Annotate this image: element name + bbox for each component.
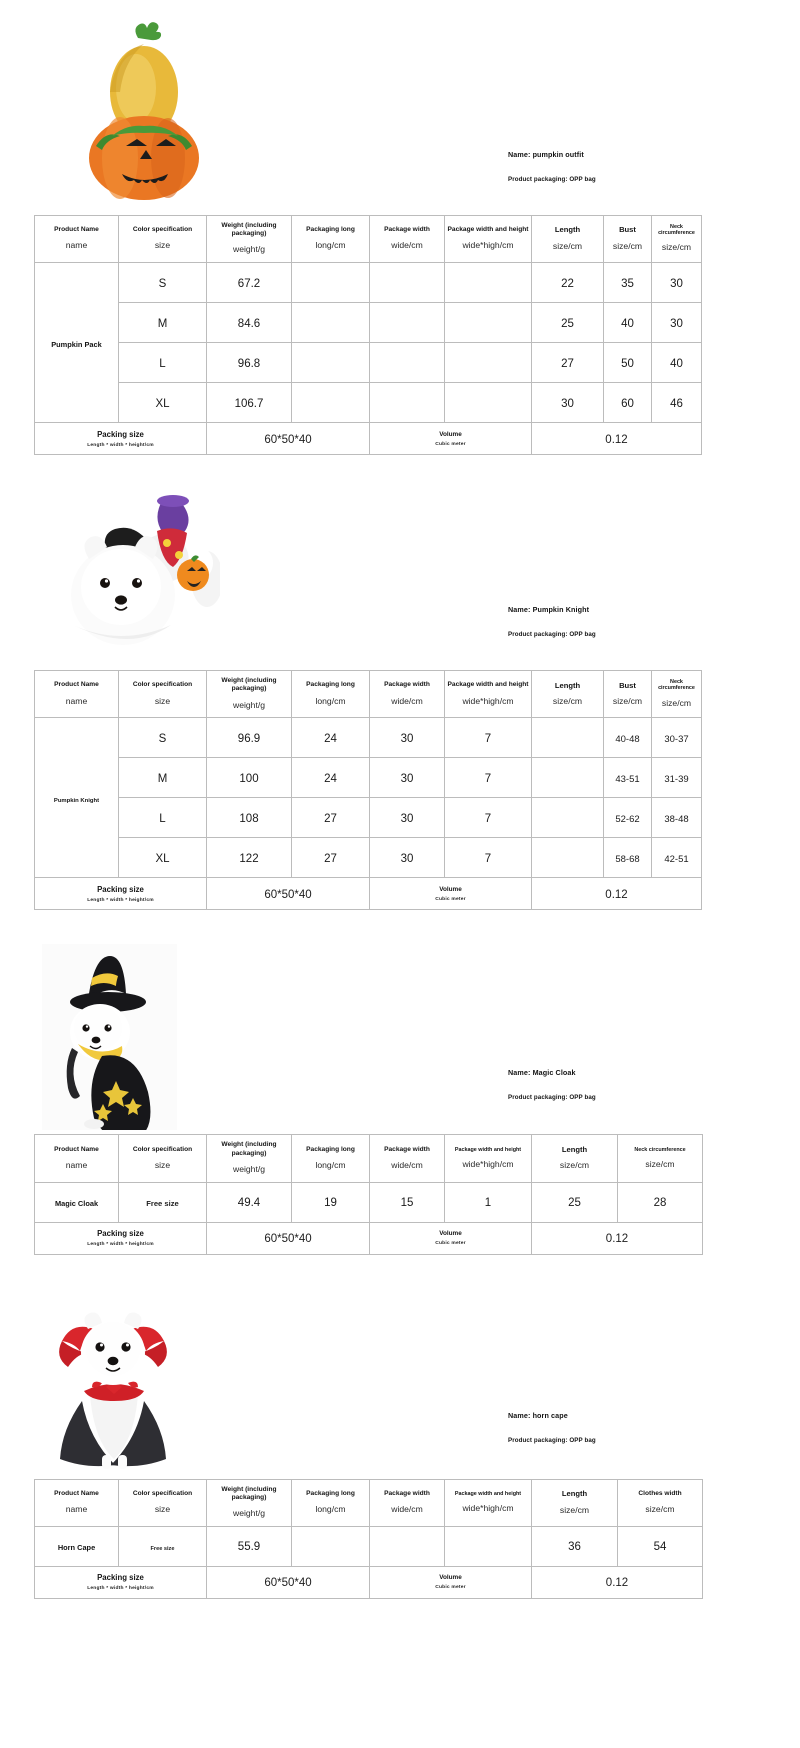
- cell-neck: 38-48: [652, 798, 702, 838]
- th-clothes-width: Clothes width size/cm: [618, 1479, 703, 1526]
- cell-size: M: [119, 758, 207, 798]
- th-bust: Bust size/cm: [604, 671, 652, 718]
- th-color-specification: Color specification size: [119, 1135, 207, 1182]
- product-packaging-caption: Product packaging: OPP bag: [508, 631, 596, 639]
- cell-neck: 30: [652, 263, 702, 303]
- th-package-width: Package width wide/cm: [370, 1479, 445, 1526]
- photo-band: [0, 0, 800, 215]
- cell-weight: 96.8: [207, 343, 292, 383]
- cell-bust: 52-62: [604, 798, 652, 838]
- product-photo-pumpkin-knight: [55, 483, 220, 663]
- product-packaging-caption: Product packaging: OPP bag: [508, 1436, 596, 1444]
- cell-packaging-long: [292, 383, 370, 423]
- table-row: [35, 383, 702, 423]
- cell-length: [532, 798, 604, 838]
- table-footer-row: [35, 1222, 703, 1254]
- cell-bust: 50: [604, 343, 652, 383]
- cell-packing-size-label: Packing size Length * width * height/cm: [35, 1566, 207, 1598]
- cell-package-width: 15: [370, 1182, 445, 1222]
- cell-volume-label: Volume Cubic meter: [370, 1222, 532, 1254]
- cell-package-width: 30: [370, 798, 445, 838]
- th-weight: Weight (including packaging) weight/g: [207, 1135, 292, 1182]
- cell-weight: 122: [207, 838, 292, 878]
- cell-weight: 84.6: [207, 303, 292, 343]
- cell-weight: 100: [207, 758, 292, 798]
- cell-length: 25: [532, 303, 604, 343]
- product-section-magic-cloak: [0, 938, 800, 1254]
- cell-bust: 43-51: [604, 758, 652, 798]
- cell-packing-size-value: 60*50*40: [207, 423, 370, 455]
- cell-packaging-long: [292, 263, 370, 303]
- cell-product-label: Magic Cloak: [35, 1182, 119, 1222]
- cell-package-width-height: [445, 383, 532, 423]
- cell-volume-value: 0.12: [532, 1222, 703, 1254]
- magic-cloak-illustration: [42, 944, 177, 1130]
- cell-packing-size-value: 60*50*40: [207, 1222, 370, 1254]
- th-weight: Weight (including packaging) weight/g: [207, 1479, 292, 1526]
- spec-table-pumpkin-outfit: [34, 215, 702, 455]
- captions-pumpkin-knight: [508, 605, 596, 638]
- cell-size: Free size: [119, 1526, 207, 1566]
- product-name-caption: Name: horn cape: [508, 1410, 568, 1420]
- cell-weight: 55.9: [207, 1526, 292, 1566]
- cell-packing-size-value: 60*50*40: [207, 878, 370, 910]
- captions-magic-cloak: [508, 1068, 596, 1101]
- cell-packaging-long: 27: [292, 838, 370, 878]
- table-row: [35, 343, 702, 383]
- table-header-row: [35, 1135, 703, 1182]
- cell-size: Free size: [119, 1182, 207, 1222]
- product-photo-horn-cape: [40, 1291, 190, 1471]
- th-product-name: Product Name name: [35, 1135, 119, 1182]
- horn-cape-illustration: [40, 1291, 190, 1471]
- cell-package-width: [370, 1526, 445, 1566]
- cell-length: 25: [532, 1182, 618, 1222]
- cell-package-width-height: [445, 1526, 532, 1566]
- cell-size: XL: [119, 383, 207, 423]
- cell-length: [532, 838, 604, 878]
- cell-package-width: [370, 303, 445, 343]
- table-row: [35, 263, 702, 303]
- th-packaging-long: Packaging long long/cm: [292, 216, 370, 263]
- cell-neck: 42-51: [652, 838, 702, 878]
- product-name-caption: Name: pumpkin outfit: [508, 150, 584, 159]
- cell-length: [532, 758, 604, 798]
- th-product-name: Product Name name: [35, 216, 119, 263]
- th-package-width: Package width wide/cm: [370, 216, 445, 263]
- cell-package-width: 30: [370, 718, 445, 758]
- product-section-pumpkin-outfit: [0, 0, 800, 455]
- cell-packaging-long: 27: [292, 798, 370, 838]
- cell-volume-label: Volume Cubic meter: [370, 1566, 532, 1598]
- cell-size: M: [119, 303, 207, 343]
- cell-bust: 60: [604, 383, 652, 423]
- cell-package-width-height: 7: [445, 798, 532, 838]
- th-neck-circumference: Neck circumference size/cm: [618, 1135, 703, 1182]
- cell-package-width: [370, 263, 445, 303]
- product-name-caption: Name: Magic Cloak: [508, 1068, 576, 1078]
- th-packaging-long: Packaging long long/cm: [292, 1479, 370, 1526]
- th-length: Length size/cm: [532, 1479, 618, 1526]
- cell-bust: 35: [604, 263, 652, 303]
- th-package-width-height: Package width and height wide*high/cm: [445, 1135, 532, 1182]
- cell-packaging-long: 24: [292, 718, 370, 758]
- cell-package-width: [370, 343, 445, 383]
- cell-weight: 108: [207, 798, 292, 838]
- cell-length: 22: [532, 263, 604, 303]
- product-section-horn-cape: [0, 1283, 800, 1599]
- cell-weight: 49.4: [207, 1182, 292, 1222]
- table-footer-row: [35, 423, 702, 455]
- cell-length: 36: [532, 1526, 618, 1566]
- table-footer-row: [35, 878, 702, 910]
- cell-volume-label: Volume Cubic meter: [370, 878, 532, 910]
- table-header-row: [35, 216, 702, 263]
- table-header-row: [35, 1479, 703, 1526]
- cell-size: XL: [119, 838, 207, 878]
- th-package-width: Package width wide/cm: [370, 1135, 445, 1182]
- captions-horn-cape: [508, 1411, 596, 1444]
- cell-packaging-long: 24: [292, 758, 370, 798]
- cell-packaging-long: [292, 343, 370, 383]
- product-name-caption: Name: Pumpkin Knight: [508, 605, 590, 615]
- cell-neck: 31-39: [652, 758, 702, 798]
- cell-volume-value: 0.12: [532, 878, 702, 910]
- th-color-specification: Color specification size: [119, 1479, 207, 1526]
- cell-neck: 46: [652, 383, 702, 423]
- spec-table-pumpkin-knight: [34, 670, 702, 910]
- th-product-name: Product Name name: [35, 671, 119, 718]
- cell-packaging-long: [292, 303, 370, 343]
- product-photo-pumpkin-outfit: [82, 18, 207, 203]
- cell-volume-value: 0.12: [532, 1566, 703, 1598]
- cell-length: 27: [532, 343, 604, 383]
- cell-neck: 30-37: [652, 718, 702, 758]
- cell-package-width-height: 7: [445, 838, 532, 878]
- cell-length: [532, 718, 604, 758]
- cell-packing-size-label: Packing size Length * width * height/cm: [35, 878, 207, 910]
- cell-package-width: 30: [370, 758, 445, 798]
- cell-neck: 40: [652, 343, 702, 383]
- photo-band: [0, 938, 800, 1134]
- cell-volume-value: 0.12: [532, 423, 702, 455]
- cell-volume-label: Volume Cubic meter: [370, 423, 532, 455]
- th-length: Length size/cm: [532, 216, 604, 263]
- th-color-specification: Color specification size: [119, 671, 207, 718]
- cell-package-width-height: 1: [445, 1182, 532, 1222]
- th-package-width-height: Package width and height wide*high/cm: [445, 1479, 532, 1526]
- cell-packing-size-label: Packing size Length * width * height/cm: [35, 1222, 207, 1254]
- table-row: [35, 1526, 703, 1566]
- photo-band: [0, 475, 800, 670]
- table-row: [35, 838, 702, 878]
- cell-package-width-height: 7: [445, 718, 532, 758]
- cell-bust: 40-48: [604, 718, 652, 758]
- cell-packaging-long: [292, 1526, 370, 1566]
- th-neck-circumference: Neck circumference size/cm: [652, 216, 702, 263]
- photo-band: [0, 1283, 800, 1479]
- product-packaging-caption: Product packaging: OPP bag: [508, 1094, 596, 1102]
- th-color-specification: Color specification size: [119, 216, 207, 263]
- product-photo-magic-cloak: [42, 944, 177, 1130]
- th-package-width-height: Package width and height wide*high/cm: [445, 216, 532, 263]
- table-row: [35, 758, 702, 798]
- cell-neck: 28: [618, 1182, 703, 1222]
- table-row: [35, 798, 702, 838]
- cell-package-width-height: [445, 303, 532, 343]
- th-packaging-long: Packaging long long/cm: [292, 1135, 370, 1182]
- cell-size: S: [119, 263, 207, 303]
- cell-packing-size-value: 60*50*40: [207, 1566, 370, 1598]
- cell-size: L: [119, 343, 207, 383]
- cell-packaging-long: 19: [292, 1182, 370, 1222]
- cell-package-width: 30: [370, 838, 445, 878]
- cell-weight: 106.7: [207, 383, 292, 423]
- cell-length: 30: [532, 383, 604, 423]
- th-package-width-height: Package width and height wide*high/cm: [445, 671, 532, 718]
- product-section-pumpkin-knight: [0, 475, 800, 910]
- cell-packing-size-label: Packing size Length * width * height/cm: [35, 423, 207, 455]
- th-length: Length size/cm: [532, 1135, 618, 1182]
- pumpkin-knight-illustration: [55, 483, 220, 663]
- cell-bust: 40: [604, 303, 652, 343]
- th-bust: Bust size/cm: [604, 216, 652, 263]
- table-header-row: [35, 671, 702, 718]
- th-weight: Weight (including packaging) weight/g: [207, 671, 292, 718]
- th-product-name: Product Name name: [35, 1479, 119, 1526]
- product-packaging-caption: Product packaging: OPP bag: [508, 176, 596, 183]
- cell-weight: 96.9: [207, 718, 292, 758]
- pumpkin-outfit-illustration: [82, 18, 207, 203]
- cell-bust: 58-68: [604, 838, 652, 878]
- cell-neck: 30: [652, 303, 702, 343]
- spec-table-horn-cape: [34, 1479, 703, 1599]
- cell-size: L: [119, 798, 207, 838]
- cell-package-width-height: [445, 263, 532, 303]
- spec-table-magic-cloak: [34, 1134, 703, 1254]
- cell-package-width: [370, 383, 445, 423]
- cell-package-width-height: [445, 343, 532, 383]
- th-length: Length size/cm: [532, 671, 604, 718]
- table-row: [35, 1182, 703, 1222]
- cell-product-label: Pumpkin Knight: [35, 718, 119, 878]
- cell-product-label: Pumpkin Pack: [35, 263, 119, 423]
- th-weight: Weight (including packaging) weight/g: [207, 216, 292, 263]
- cell-package-width-height: 7: [445, 758, 532, 798]
- cell-clothes-width: 54: [618, 1526, 703, 1566]
- table-row: [35, 718, 702, 758]
- table-footer-row: [35, 1566, 703, 1598]
- cell-product-label: Horn Cape: [35, 1526, 119, 1566]
- cell-weight: 67.2: [207, 263, 292, 303]
- cell-size: S: [119, 718, 207, 758]
- th-neck-circumference: Neck circumference size/cm: [652, 671, 702, 718]
- th-package-width: Package width wide/cm: [370, 671, 445, 718]
- th-packaging-long: Packaging long long/cm: [292, 671, 370, 718]
- captions-pumpkin-outfit: [508, 150, 596, 183]
- table-row: [35, 303, 702, 343]
